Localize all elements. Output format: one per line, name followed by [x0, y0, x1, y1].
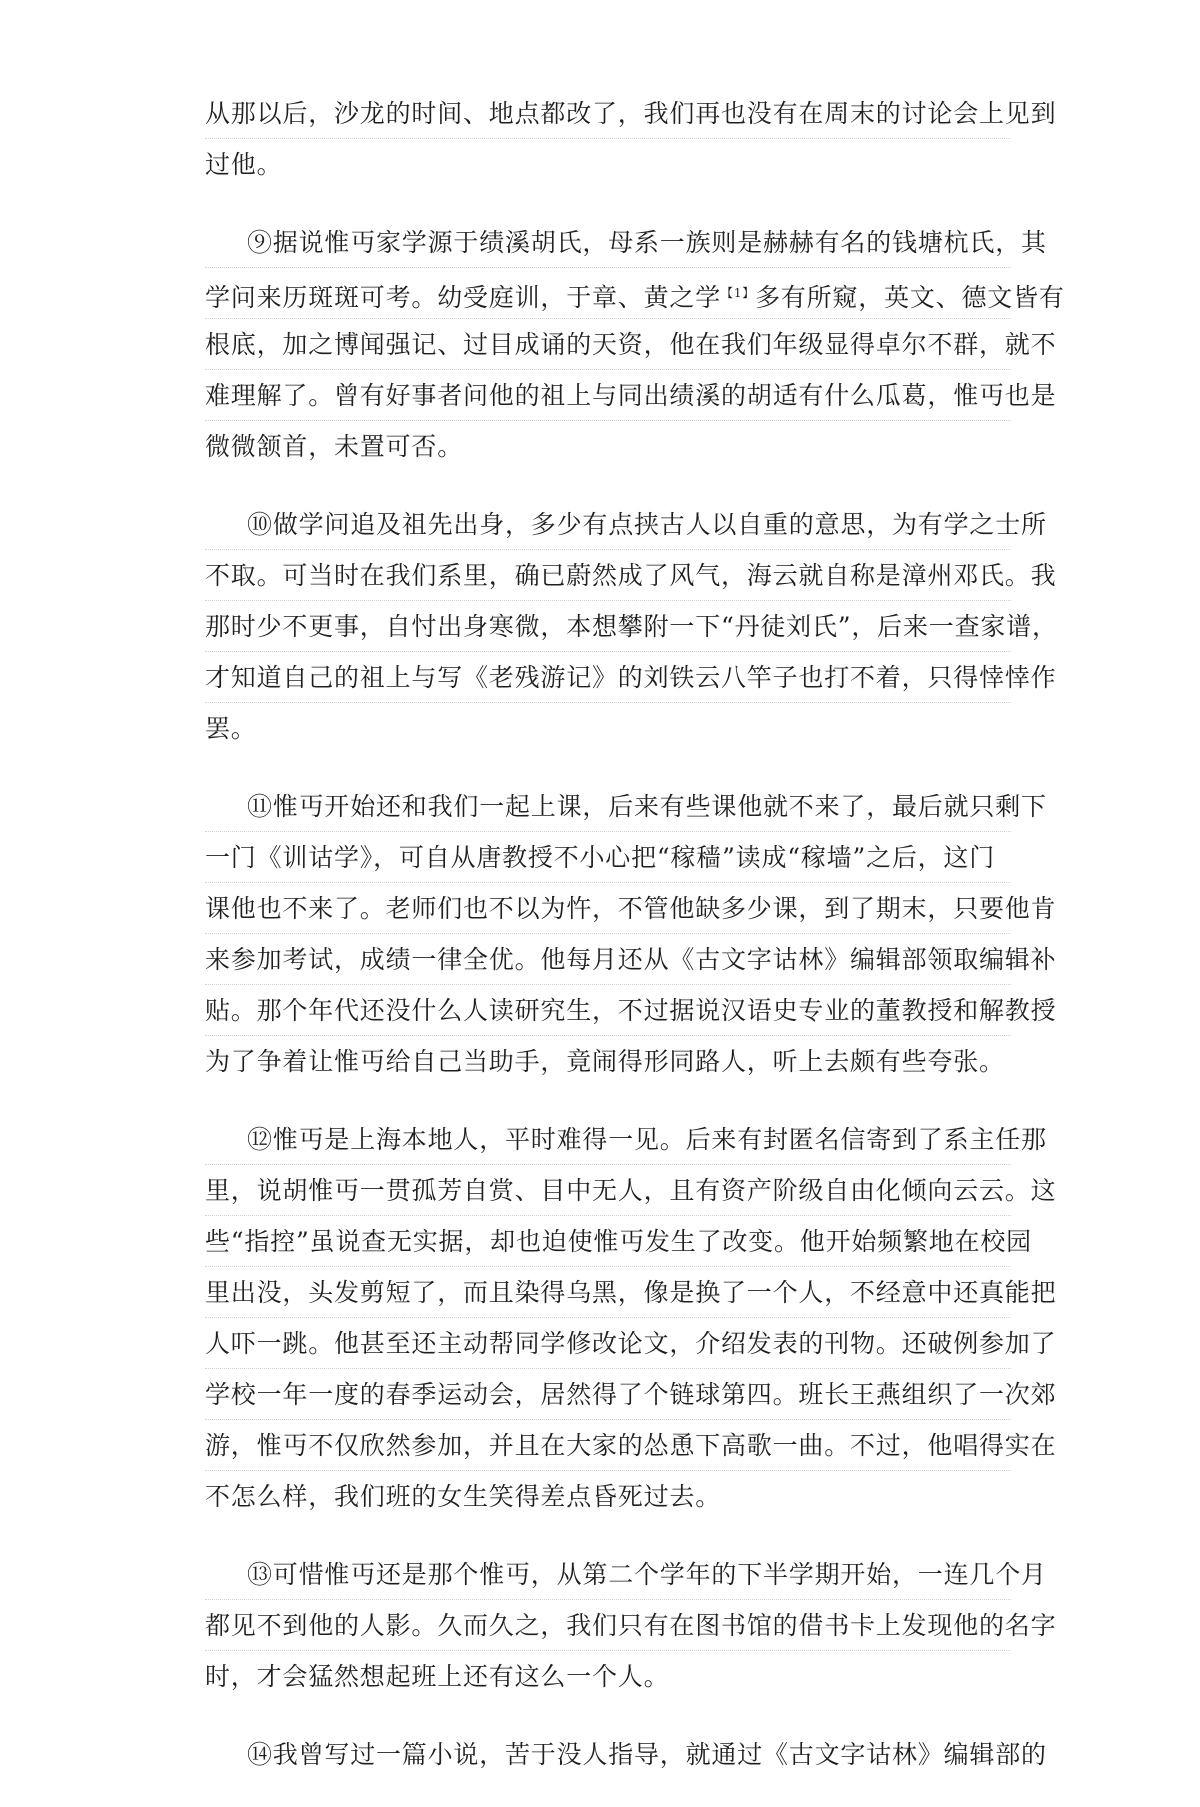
paragraph-13: [205, 1549, 1057, 1702]
text-line: 为了争着让惟丏给自己当助手，竟闹得形同路人，听上去颇有些夸张。: [205, 1047, 1005, 1076]
text-line: 不取。可当时在我们系里，确已蔚然成了风气，海云就自称是漳州邓氏。我: [205, 550, 1011, 601]
text-line: 难理解了。曾有好事者问他的祖上与同出绩溪的胡适有什么瓜葛，惟丏也是: [205, 370, 1011, 421]
paragraph-9: [205, 217, 1065, 472]
text-line: 微微颔首，未置可否。: [205, 432, 464, 461]
text-line: 学校一年一度的春季运动会，居然得了个链球第四。班长王燕组织了一次郊: [205, 1369, 1011, 1420]
text-line: 里出没，头发剪短了，而且染得乌黑，像是换了一个人，不经意中还真能把: [205, 1267, 1011, 1318]
text-line: 那时少不更事，自忖出身寒微，本想攀附一下“丹徒刘氏”，后来一查家谱，: [205, 601, 1011, 652]
text-line: 都见不到他的人影。久而久之，我们只有在图书馆的借书卡上发现他的名字: [205, 1600, 1011, 1651]
text-line: 来参加考试，成绩一律全优。他每月还从《古文字诂林》编辑部领取编辑补: [205, 934, 1011, 985]
text-line: 人吓一跳。他甚至还主动帮同学修改论文，介绍发表的刊物。还破例参加了: [205, 1318, 1011, 1369]
text-line: ⑬可惜惟丏还是那个惟丏，从第二个学年的下半学期开始，一连几个月: [205, 1549, 1011, 1600]
paragraph-14: [205, 1729, 1047, 1780]
text-line: 不怎么样，我们班的女生笑得差点昏死过去。: [205, 1482, 722, 1511]
text-segment: 学问来历斑斑可考。幼受庭训，于章、黄之学: [205, 283, 722, 312]
text-line: [205, 268, 1065, 319]
text-line: 些“指控”虽说查无实据，却也迫使惟丏发生了改变。他开始频繁地在校园: [205, 1216, 1011, 1267]
text-line: 根底，加之博闻强记、过目成诵的天资，他在我们年级显得卓尔不群，就不: [205, 319, 1011, 370]
text-line: ⑪惟丏开始还和我们一起上课，后来有些课他就不来了，最后就只剩下: [205, 781, 1011, 832]
paragraph-12: [205, 1114, 1057, 1522]
text-line: ⑫惟丏是上海本地人，平时难得一见。后来有封匿名信寄到了系主任那: [205, 1114, 1011, 1165]
footnote-marker: 【1】: [721, 286, 756, 300]
text-line: 从那以后，沙龙的时间、地点都改了，我们再也没有在周末的讨论会上见到: [205, 88, 1011, 139]
text-line: 时，才会猛然想起班上还有这么一个人。: [205, 1662, 670, 1691]
paragraph-8-tail: [205, 88, 1057, 190]
text-line: 贴。那个年代还没什么人读研究生，不过据说汉语史专业的董教授和解教授: [205, 985, 1011, 1036]
text-line: 过他。: [205, 150, 283, 179]
document-page: [205, 88, 1065, 1807]
text-line: 里，说胡惟丏一贯孤芳自赏、目中无人，且有资产阶级自由化倾向云云。这: [205, 1165, 1011, 1216]
text-segment: 多有所窥，英文、德文皆有: [755, 283, 1065, 312]
paragraph-10: [205, 499, 1058, 754]
text-line: 罢。: [205, 714, 257, 743]
text-line: 一门《训诂学》，可自从唐教授不小心把“稼穑”读成“稼墙”之后，这门: [205, 832, 1011, 883]
text-line: ⑭我曾写过一篇小说，苦于没人指导，就通过《古文字诂林》编辑部的: [247, 1740, 1047, 1769]
text-line: 才知道自己的祖上与写《老残游记》的刘铁云八竿子也打不着，只得悻悻作: [205, 652, 1011, 703]
paragraph-11: [205, 781, 1057, 1087]
text-line: ⑩做学问追及祖先出身，多少有点挟古人以自重的意思，为有学之士所: [205, 499, 1011, 550]
text-line: ⑨据说惟丏家学源于绩溪胡氏，母系一族则是赫赫有名的钱塘杭氏，其: [205, 217, 1011, 268]
text-line: 游，惟丏不仅欣然参加，并且在大家的怂恿下高歌一曲。不过，他唱得实在: [205, 1420, 1011, 1471]
text-line: 课他也不来了。老师们也不以为忤，不管他缺多少课，到了期末，只要他肯: [205, 883, 1011, 934]
